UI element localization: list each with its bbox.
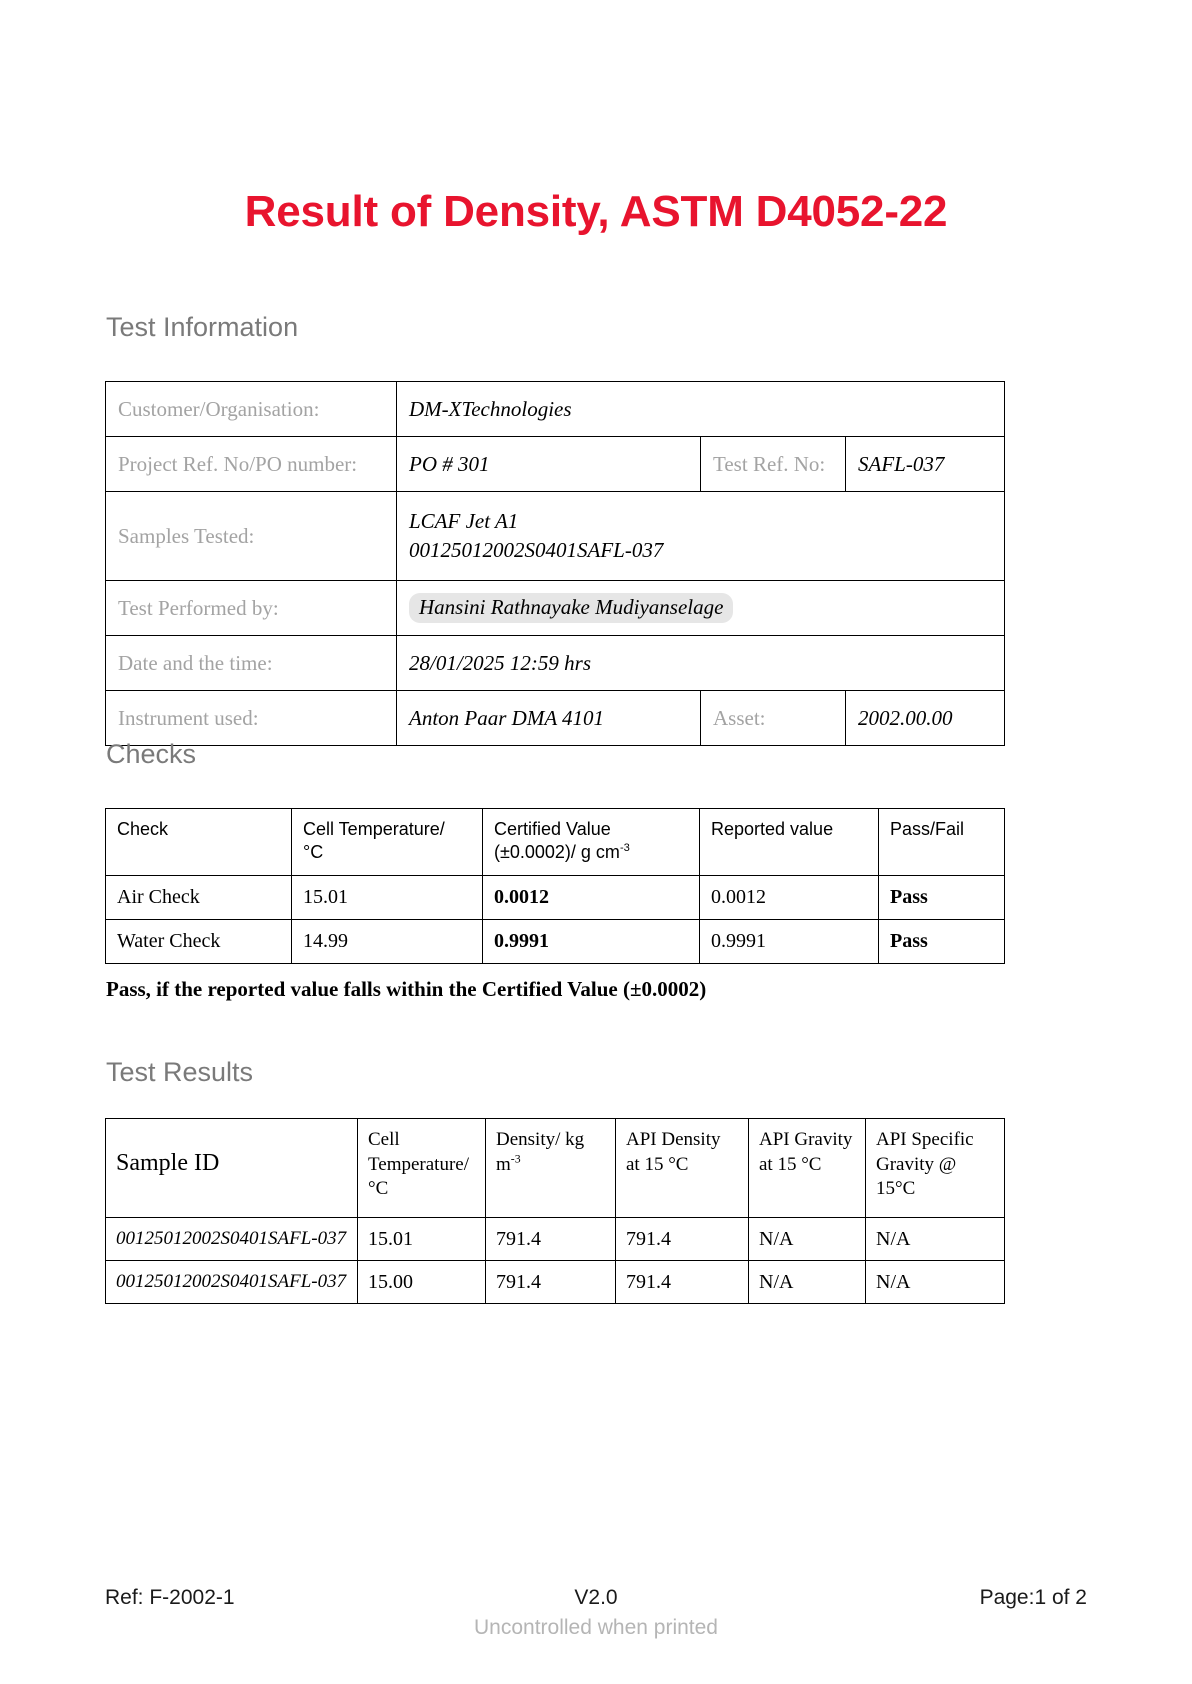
test-performed-by-value: Hansini Rathnayake Mudiyanselage xyxy=(409,593,733,623)
table-row xyxy=(106,920,1005,964)
checks-cell-reported-value: 0.9991 xyxy=(700,920,879,964)
test-information-table xyxy=(105,381,1005,746)
checks-header-reported-value: Reported value xyxy=(700,809,879,876)
results-header-density-line-1: Density/ kg xyxy=(496,1129,585,1150)
table-row xyxy=(106,382,1005,437)
results-header-api-gravity-line-2: at 15 °C xyxy=(759,1153,822,1175)
checks-header-cell-temperature-line-2: °C xyxy=(303,842,324,863)
section-heading-checks: Checks xyxy=(106,739,197,769)
results-header-api-gravity xyxy=(749,1119,866,1218)
checks-cell-check: Water Check xyxy=(106,920,292,964)
test-ref-no-label: Test Ref. No: xyxy=(701,437,846,492)
results-header-api-density-line-2: at 15 °C xyxy=(626,1153,689,1175)
table-row xyxy=(106,1218,1005,1261)
checks-cell-reported-value: 0.0012 xyxy=(700,876,879,920)
table-row xyxy=(106,437,1005,492)
customer-organisation-value: DM-XTechnologies xyxy=(397,382,1005,437)
footer-row xyxy=(105,1586,1087,1610)
results-header-cell-temperature-line-3: °C xyxy=(368,1178,389,1200)
project-ref-label: Project Ref. No/PO number: xyxy=(106,437,397,492)
table-row xyxy=(106,876,1005,920)
results-cell-api-gravity: N/A xyxy=(749,1261,866,1304)
samples-tested-label: Samples Tested: xyxy=(106,492,397,581)
checks-cell-certified-value: 0.0012 xyxy=(483,876,700,920)
instrument-used-value: Anton Paar DMA 4101 xyxy=(397,691,701,746)
results-cell-sample-id: 00125012002S0401SAFL-037 xyxy=(106,1218,358,1261)
results-cell-density: 791.4 xyxy=(486,1261,616,1304)
results-header-api-density-line-1: API Density xyxy=(626,1129,721,1150)
results-header-density-line-2: m xyxy=(496,1153,511,1175)
footer-version: V2.0 xyxy=(574,1586,618,1609)
date-and-time-value: 28/01/2025 12:59 hrs xyxy=(397,636,1005,691)
results-header-api-specific-gravity xyxy=(866,1119,1005,1218)
checks-cell-temperature: 15.01 xyxy=(292,876,483,920)
table-header-row xyxy=(106,809,1005,876)
results-header-density xyxy=(486,1119,616,1218)
checks-cell-pass-fail: Pass xyxy=(879,876,1005,920)
checks-table xyxy=(105,808,1005,964)
table-row xyxy=(106,1261,1005,1304)
project-ref-value: PO # 301 xyxy=(397,437,701,492)
results-header-api-specific-gravity-line-1: API Specific xyxy=(876,1129,974,1150)
samples-tested-line-1: LCAF Jet A1 xyxy=(409,509,519,534)
checks-cell-temperature: 14.99 xyxy=(292,920,483,964)
footer-uncontrolled-notice: Uncontrolled when printed xyxy=(474,1616,718,1639)
results-header-cell-temperature-line-2: Temperature/ xyxy=(368,1153,470,1175)
footer-page-number: Page:1 of 2 xyxy=(979,1586,1087,1609)
results-header-api-specific-gravity-line-3: 15°C xyxy=(876,1178,916,1200)
results-header-sample-id: Sample ID xyxy=(106,1119,358,1218)
checks-header-certified-value-line-2: (±0.0002)/ g cm xyxy=(494,842,620,863)
checks-header-pass-fail: Pass/Fail xyxy=(879,809,1005,876)
samples-tested-line-2: 00125012002S0401SAFL-037 xyxy=(409,538,664,562)
checks-cell-check: Air Check xyxy=(106,876,292,920)
results-header-api-gravity-line-1: API Gravity xyxy=(759,1129,853,1150)
results-cell-api-density: 791.4 xyxy=(616,1261,749,1304)
results-cell-api-specific-gravity: N/A xyxy=(866,1261,1005,1304)
asset-value: 2002.00.00 xyxy=(846,691,1005,746)
results-cell-density: 791.4 xyxy=(486,1218,616,1261)
table-row xyxy=(106,492,1005,581)
results-cell-api-density: 791.4 xyxy=(616,1218,749,1261)
checks-header-cell-temperature xyxy=(292,809,483,876)
section-heading-test-results: Test Results xyxy=(106,1057,254,1087)
footer-ref: Ref: F-2002-1 xyxy=(105,1586,235,1609)
results-header-cell-temperature xyxy=(358,1119,486,1218)
results-header-api-density xyxy=(616,1119,749,1218)
test-performed-by-label: Test Performed by: xyxy=(106,581,397,636)
checks-header-check: Check xyxy=(106,809,292,876)
test-performed-by-value-cell xyxy=(397,581,1005,636)
results-header-density-exponent: -3 xyxy=(510,1152,521,1166)
instrument-used-label: Instrument used: xyxy=(106,691,397,746)
results-cell-sample-id: 00125012002S0401SAFL-037 xyxy=(106,1261,358,1304)
test-results-table xyxy=(105,1118,1005,1304)
results-header-cell-temperature-line-1: Cell xyxy=(368,1129,400,1150)
results-cell-api-gravity: N/A xyxy=(749,1218,866,1261)
checks-cell-pass-fail: Pass xyxy=(879,920,1005,964)
checks-pass-criteria-note: Pass, if the reported value falls within the Certified Value (±0.0002) xyxy=(106,977,707,1001)
results-cell-api-specific-gravity: N/A xyxy=(866,1218,1005,1261)
page-footer xyxy=(105,1586,1087,1646)
samples-tested-value xyxy=(397,492,1005,581)
asset-label: Asset: xyxy=(701,691,846,746)
table-header-row xyxy=(106,1119,1005,1218)
results-header-api-specific-gravity-line-2: Gravity @ xyxy=(876,1153,957,1175)
checks-header-cell-temperature-line-1: Cell Temperature/ xyxy=(303,819,445,839)
table-row xyxy=(106,691,1005,746)
page-title: Result of Density, ASTM D4052-22 xyxy=(244,187,948,236)
results-cell-cell-temperature: 15.00 xyxy=(358,1261,486,1304)
customer-organisation-label: Customer/Organisation: xyxy=(106,382,397,437)
checks-cell-certified-value: 0.9991 xyxy=(483,920,700,964)
checks-header-certified-value-exponent: -3 xyxy=(619,842,630,855)
checks-header-certified-value xyxy=(483,809,700,876)
test-ref-no-value: SAFL-037 xyxy=(846,437,1005,492)
section-heading-test-information: Test Information xyxy=(106,312,299,342)
date-and-time-label: Date and the time: xyxy=(106,636,397,691)
table-row xyxy=(106,581,1005,636)
results-cell-cell-temperature: 15.01 xyxy=(358,1218,486,1261)
table-row xyxy=(106,636,1005,691)
checks-header-certified-value-line-1: Certified Value xyxy=(494,819,611,839)
